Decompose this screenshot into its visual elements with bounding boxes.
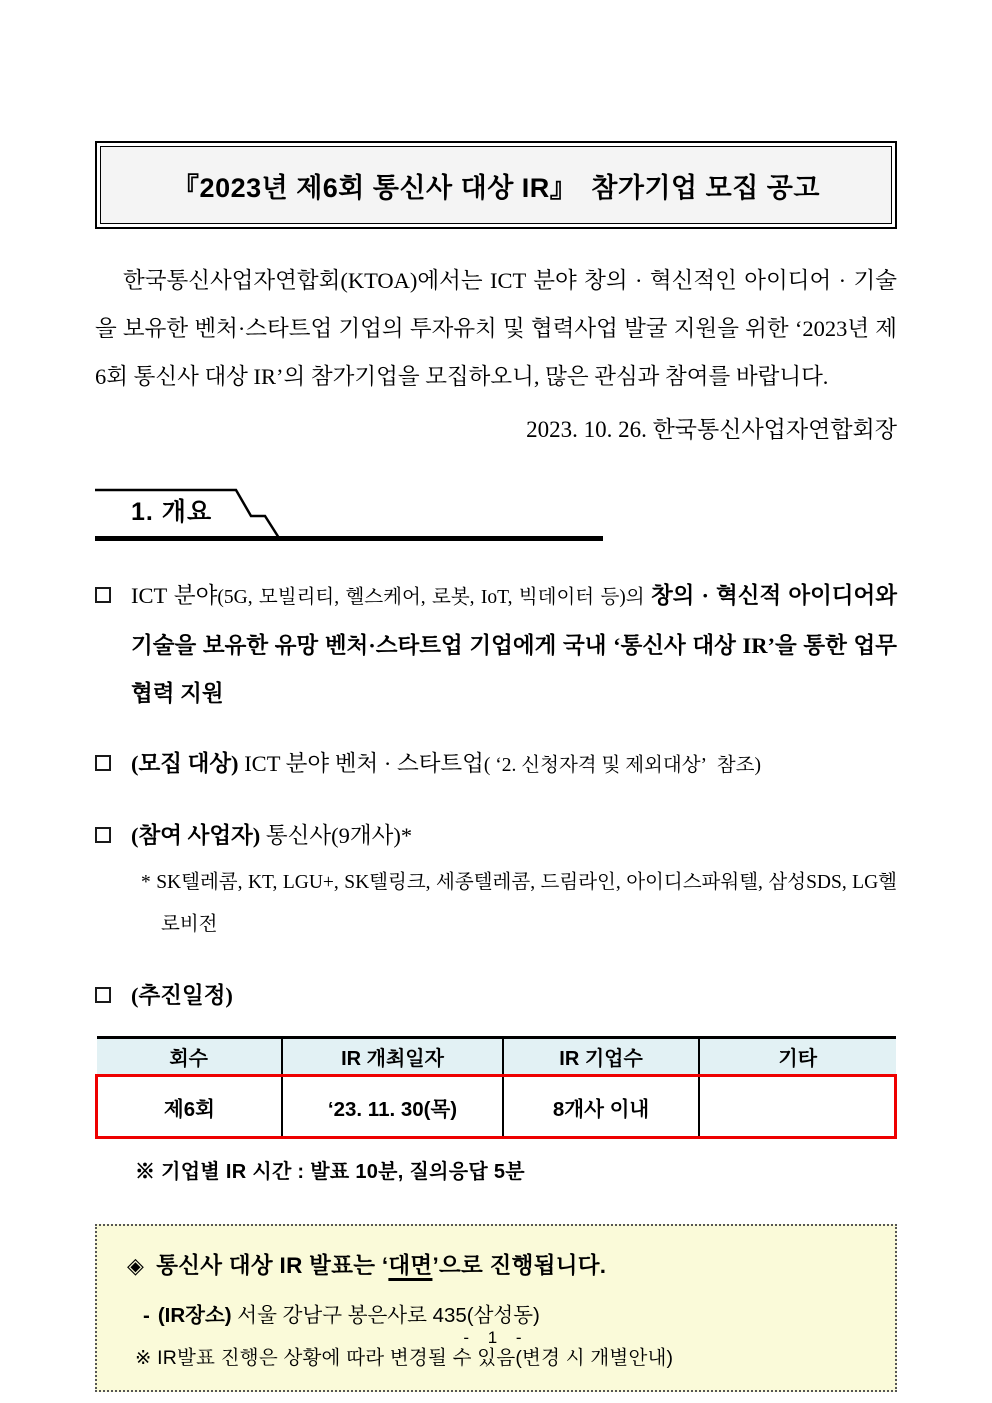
notice-line2-bold: (IR장소) [157,1304,232,1327]
notice-line1-underlined: 대면 [388,1253,433,1278]
bullet-marker-cell [95,572,131,718]
schedule-header-cell: IR 개최일자 [282,1038,503,1076]
square-bullet-icon [95,827,111,843]
square-bullet-icon [95,587,111,603]
bullet1-normal: ICT 분야 [131,583,218,608]
section-heading-label: 1. 개요 [131,498,213,526]
bullet-text [131,812,897,860]
page-number: - 1 - [463,1328,529,1347]
bullet-text [131,740,897,790]
square-bullet-icon [95,987,111,1003]
bullet3-normal: 통신사(9개사)* [260,823,413,848]
notice-main-line [127,1248,869,1280]
bullet1-bold: 창의 · 혁신적 아이디어와 기술을 보유한 유망 벤처·스타트업 기업에게 국내 ‘통신사 대상 IR’을 통한 업무협력 지원 [131,583,898,706]
diamond-bullet-icon: ◈ [127,1253,145,1278]
notice-box [95,1224,897,1392]
schedule-header-row [97,1038,896,1076]
title-box-inner [100,146,892,224]
bullet-recruit-target [95,740,897,790]
schedule-note: ※ 기업별 IR 시간 : 발표 10분, 질의응답 5분 [135,1161,525,1183]
notice-line1-after: ’으로 진행됩니다. [432,1253,607,1278]
bullet1-small: (5G, 모빌리티, 헬스케어, 로봇, IoT, 빅데이터 등)의 [217,587,651,608]
bullet-schedule [95,972,897,1020]
section-body [95,572,897,1392]
notice-location-line [127,1298,869,1328]
square-bullet-icon [95,755,111,771]
date-signature: 2023. 10. 26. 한국통신사업자연합회장 [526,417,897,442]
page-content [95,0,897,1392]
schedule-header-cell: 기타 [699,1038,896,1076]
bullet3-bold: (참여 사업자) [131,823,261,848]
title-box [95,141,897,229]
bullet-marker-cell [95,812,131,860]
section-heading [95,482,607,544]
bullet4-bold: (추진일정) [131,983,233,1008]
bullet-ict-overview [95,572,897,718]
notice-line1-before: 통신사 대상 IR 발표는 ‘ [156,1253,389,1278]
schedule-table [95,1036,897,1139]
bullet2-normal: ICT 분야 벤처 · 스타트업 [238,751,484,776]
page-title: 『2023년 제6회 통신사 대상 IR』 참가기업 모집 공고 [172,173,820,203]
schedule-header-cell: 회수 [97,1038,282,1076]
notice-caveat-line: ※ IR발표 진행은 상황에 따라 변경될 수 있음(변경 시 개별안내) [135,1347,674,1369]
schedule-data-row [97,1076,896,1138]
schedule-cell-date: ‘23. 11. 30(목) [282,1076,503,1138]
schedule-header-cell: IR 기업수 [503,1038,699,1076]
intro-paragraph: 한국통신사업자연합회(KTOA)에서는 ICT 분야 창의 · 혁신적인 아이디어 · 기술을 보유한 벤처·스타트업 기업의 투자유치 및 협력사업 발굴 지원을 위한 ‘2023년 제6회 통신사 대상 IR’의 참가기업을 모집하오니, 많은 관심과 참여를 바랍니다. [95,268,897,389]
bullet-marker-cell [95,972,131,1020]
schedule-cell-round: 제6회 [97,1076,282,1138]
schedule-cell-etc [699,1076,896,1138]
bullet2-small: ( ‘2. 신청자격 및 제외대상’ 참조) [483,755,761,776]
bullet-marker-cell [95,740,131,790]
bullet2-bold: (모집 대상) [131,751,239,776]
notice-line2-text: 서울 강남구 봉은사로 435(삼성동) [231,1304,540,1327]
dash-marker: - [143,1304,150,1327]
bullet-text [131,972,897,1020]
schedule-cell-count: 8개사 이내 [503,1076,699,1138]
carriers-footnote: * SK텔레콤, KT, LGU+, SK텔링크, 세종텔레콤, 드림라인, 아이디스파워텔, 삼성SDS, LG헬로비전 [141,872,897,935]
bullet-participating-carriers [95,812,897,860]
bullet-text [131,572,897,718]
